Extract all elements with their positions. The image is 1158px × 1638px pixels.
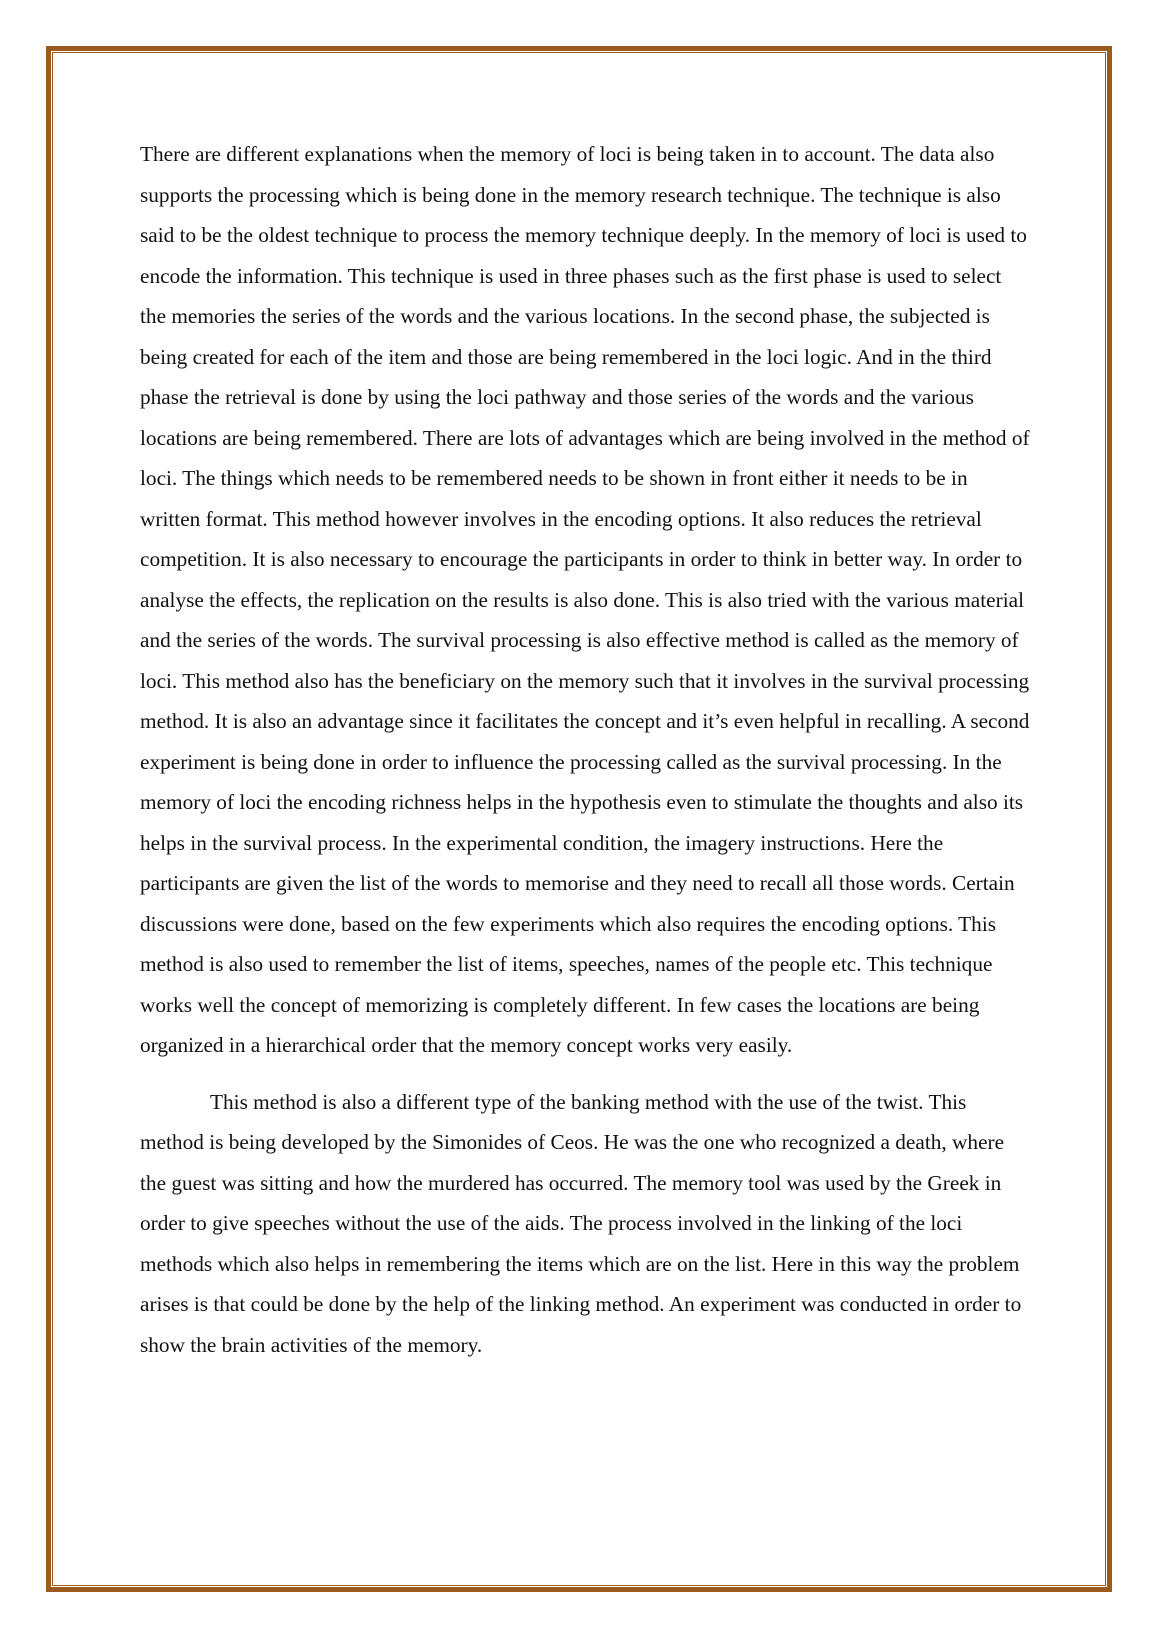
paragraph-1: There are different explanations when the memory of loci is being taken in to account. The data also supports the processing which is being done in the memory research technique. The technique is also said to be the oldest technique to process the memory technique deeply. In the memory of loci is used to encode the information. This technique is used in three phases such as the first phase is used to select the memories the series of the words and the various locations. In the second phase, the subjected is being created for each of the item and those are being remembered in the loci logic. And in the third phase the retrieval is done by using the loci pathway and those series of the words and the various locations are being remembered. There are lots of advantages which are being involved in the method of loci. The things which needs to be remembered needs to be shown in front either it needs to be in written format. This method however involves in the encoding options. It also reduces the retrieval competition. It is also necessary to encourage the participants in order to think in better way. In order to analyse the effects, the replication on the results is also done. This is also tried with the various material and the series of the words. The survival processing is also effective method is called as the memory of loci. This method also has the beneficiary on the memory such that it involves in the survival processing method. It is also an advantage since it facilitates the concept and it’s even helpful in recalling. A second experiment is being done in order to influence the processing called as the survival processing. In the memory of loci the encoding richness helps in the hypothesis even to stimulate the thoughts and also its helps in the survival process. In the experimental condition, the imagery instructions. Here the participants are given the list of the words to memorise and they need to recall all those words. Certain discussions were done, based on the few experiments which also requires the encoding options. This method is also used to remember the list of items, speeches, names of the people etc. This technique works well the concept of memorizing is completely different. In few cases the locations are being organized in a hierarchical order that the memory concept works very easily. (140, 142, 1030, 1057)
paragraph-2: This method is also a different type of the banking method with the use of the twist. This method is being developed by the Simonides of Ceos. He was the one who recognized a death, where the guest was sitting and how the murdered has occurred. The memory tool was used by the Greek in order to give speeches without the use of the aids. The process involved in the linking of the loci methods which also helps in remembering the items which are on the list. Here in this way the problem arises is that could be done by the help of the linking method. An experiment was conducted in order to show the brain activities of the memory. (140, 1089, 1022, 1357)
document-body (140, 134, 1030, 1365)
